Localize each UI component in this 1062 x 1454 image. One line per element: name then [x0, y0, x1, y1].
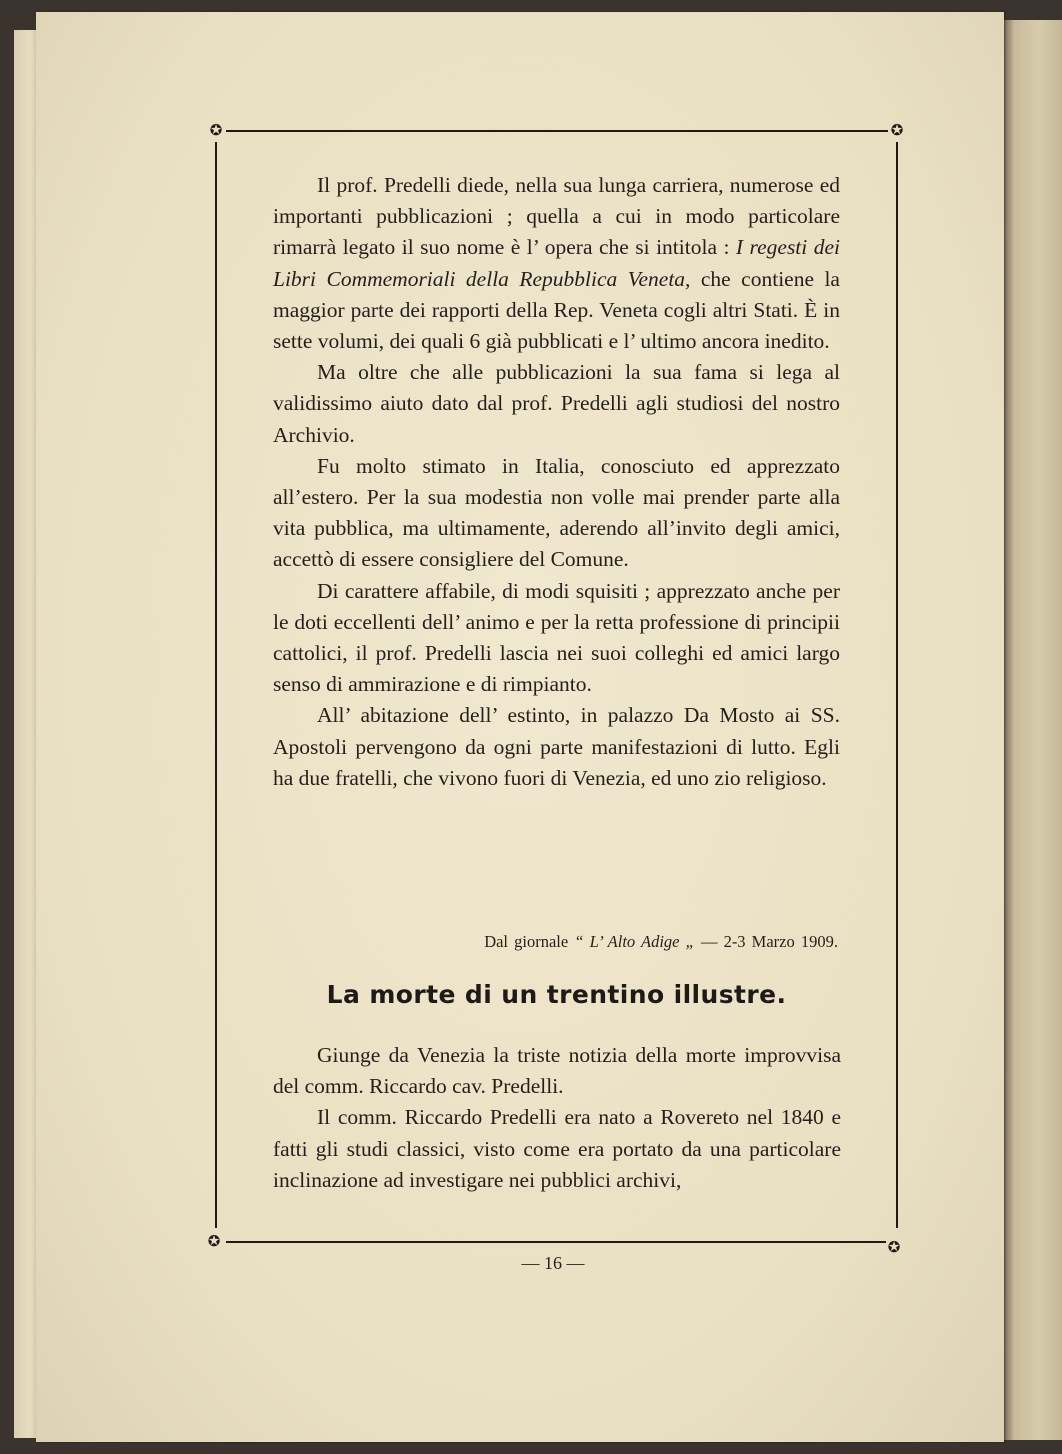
second-article-paragraph-2	[273, 1102, 841, 1196]
corner-ornament-icon: ✪	[890, 121, 904, 139]
article-paragraph-1	[273, 170, 840, 357]
source-citation	[273, 932, 838, 952]
article-paragraph-4	[273, 576, 840, 701]
paragraph-text: Il comm. Riccardo Predelli era nato a Rovereto nel 1840 e fatti gli studi classici, visto come era portato da una particolare inclinazione ad investigare nei pubblici archivi,	[273, 1105, 841, 1192]
corner-ornament-icon: ✪	[207, 1232, 221, 1250]
page-number: — 16 —	[521, 1253, 585, 1273]
second-article-headline: La morte di un trentino illustre.	[326, 980, 787, 1009]
corner-ornament-icon: ✪	[209, 121, 223, 139]
source-dash: —	[700, 932, 718, 951]
corner-ornament-icon: ✪	[887, 1238, 901, 1256]
article-paragraph-5	[273, 700, 840, 794]
second-article-body	[273, 1040, 841, 1196]
frame-top-rule	[226, 130, 888, 132]
paragraph-text: Ma oltre che alle pubblicazioni la sua fama si lega al validissimo aiuto dato dal prof. Predelli agli studiosi del nostro Archivio.	[273, 360, 840, 447]
paragraph-text: Di carattere affabile, di modi squisiti ; apprezzato anche per le doti eccellenti dell’ animo e per la retta professione di principii cattolici, il prof. Predelli lascia nei suoi colleghi ed amici largo senso di ammirazione e di rimpianto.	[273, 578, 840, 697]
newspaper-name: “ L’ Alto Adige „	[574, 932, 695, 951]
frame-right-rule	[896, 142, 898, 1228]
paragraph-text: Giunge da Venezia la triste notizia della morte improvvisa del comm. Riccardo cav. Predelli.	[273, 1043, 841, 1099]
paragraph-text: Il prof. Predelli diede, nella sua lunga carriera, numerose ed importanti pubblicazioni ; quella a cui in modo particolare rimarrà legato il suo nome è l’ opera che si intitola :	[273, 173, 840, 260]
article-body	[273, 170, 840, 794]
paragraph-text: Fu molto stimato in Italia, conosciuto ed apprezzato all’estero. Per la sua modestia non volle mai prender parte alla vita pubblica, ma ultimamente, aderendo all’invito degli amici, accettò di essere consigliere del Comune.	[273, 453, 840, 572]
book-right-edge	[1004, 20, 1062, 1440]
article-paragraph-3	[273, 451, 840, 576]
book-title-italic: I regesti dei Libri Commemoriali della Repubblica Veneta,	[273, 235, 840, 291]
frame-bottom-rule	[226, 1241, 886, 1243]
article-paragraph-2	[273, 357, 840, 451]
second-article-paragraph-1	[273, 1040, 841, 1102]
source-date: 2-3 Marzo 1909.	[723, 932, 838, 951]
paragraph-text: che contiene la maggior parte dei rapporti della Rep. Veneta cogli altri Stati. È in sette volumi, dei quali 6 già pubblicati e l’ ultimo ancora inedito.	[273, 266, 840, 354]
paragraph-text: All’ abitazione dell’ estinto, in palazzo Da Mosto ai SS. Apostoli pervengono da ogni parte manifestazioni di lutto. Egli ha due fratelli, che vivono fuori di Venezia, ed uno zio religioso.	[273, 703, 840, 790]
frame-left-rule	[215, 142, 217, 1228]
source-prefix: Dal giornale	[484, 932, 569, 951]
